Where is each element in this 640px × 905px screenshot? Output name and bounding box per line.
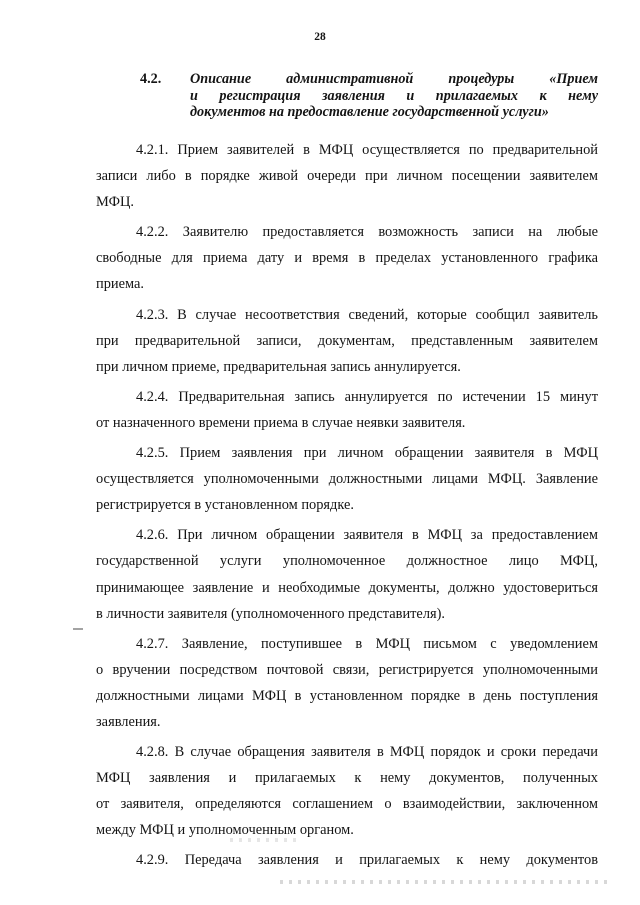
- scan-artifact: [230, 838, 300, 842]
- scan-margin-mark: [73, 628, 83, 630]
- paragraph-4-2-3: [96, 302, 598, 380]
- paragraph-4-2-8: [96, 739, 598, 843]
- paragraph-4-2-9: [96, 847, 598, 873]
- paragraph-4-2-7: [96, 631, 598, 735]
- section-heading: [140, 71, 598, 121]
- paragraph-line: регистрируется в установленном порядке.: [96, 497, 354, 514]
- scan-artifact: [280, 880, 610, 884]
- section-title: [140, 71, 598, 121]
- paragraph-4-2-1: [96, 137, 598, 215]
- paragraph-line: 4.2.3. В случае несоответствия сведений, которые сообщил заявитель: [136, 306, 598, 323]
- paragraph-line: 4.2.4. Предварительная запись аннулируется по истечении 15 минут: [136, 388, 598, 405]
- paragraph-line: приема.: [96, 276, 144, 293]
- paragraph-line: 4.2.7. Заявление, поступившее в МФЦ письмом с уведомлением: [136, 635, 598, 652]
- paragraph-line: в личности заявителя (уполномоченного представителя).: [96, 605, 446, 622]
- paragraph-line: 4.2.1. Прием заявителей в МФЦ осуществляется по предварительной: [136, 142, 598, 158]
- paragraph-line: 4.2.9. Передача заявления и прилагаемых к нему документов: [136, 852, 598, 869]
- paragraph-line: записи либо в порядке живой очереди при личном посещении заявителем: [96, 168, 598, 185]
- page-number: 28: [314, 31, 326, 43]
- paragraph-line: при предварительной записи, документам, представленным заявителем: [96, 332, 598, 349]
- paragraph-4-2-4: [96, 384, 598, 436]
- section-title-line: и регистрация заявления и прилагаемых к нему: [190, 87, 598, 104]
- paragraph-4-2-5: [96, 440, 598, 518]
- paragraph-line: от заявителя, определяются соглашением о взаимодействии, заключенном: [96, 796, 598, 813]
- paragraph-line: 4.2.2. Заявителю предоставляется возможность записи на любые: [136, 224, 598, 241]
- paragraph-line: принимающее заявление и необходимые документы, должно удостовериться: [96, 579, 598, 596]
- paragraph-line: между МФЦ и уполномоченным органом.: [96, 822, 354, 839]
- section-number: 4.2.: [140, 71, 162, 87]
- body-text: [96, 137, 598, 878]
- paragraph-line: при личном приеме, предварительная запись аннулируется.: [96, 358, 461, 375]
- paragraph-line: от назначенного времени приема в случае неявки заявителя.: [96, 414, 466, 431]
- paragraph-line: 4.2.6. При личном обращении заявителя в МФЦ за предоставлением: [136, 527, 598, 544]
- paragraph-line: должностными лицами МФЦ в установленном порядке в день поступления: [96, 687, 598, 704]
- paragraph-line: свободные для приема дату и время в пределах установленного графика: [96, 250, 598, 267]
- paragraph-line: МФЦ заявления и прилагаемых к нему документов, полученных: [96, 770, 598, 787]
- paragraph-line: 4.2.5. Прием заявления при личном обращении заявителя в МФЦ: [136, 445, 598, 462]
- paragraph-line: государственной услуги уполномоченное должностное лицо МФЦ,: [96, 553, 598, 570]
- paragraph-line: 4.2.8. В случае обращения заявителя в МФЦ порядок и сроки передачи: [136, 744, 598, 761]
- paragraph-line: о вручении посредством почтовой связи, регистрируется уполномоченными: [96, 661, 598, 678]
- paragraph-line: заявления.: [96, 713, 161, 730]
- paragraph-line: осуществляется уполномоченными должностными лицами МФЦ. Заявление: [96, 471, 598, 488]
- paragraph-4-2-6: [96, 522, 598, 626]
- section-title-line: Описание административной процедуры «Прием: [190, 71, 598, 87]
- paragraph-line: МФЦ.: [96, 194, 134, 211]
- section-title-line: документов на предоставление государственной услуги»: [190, 104, 549, 120]
- paragraph-4-2-2: [96, 219, 598, 297]
